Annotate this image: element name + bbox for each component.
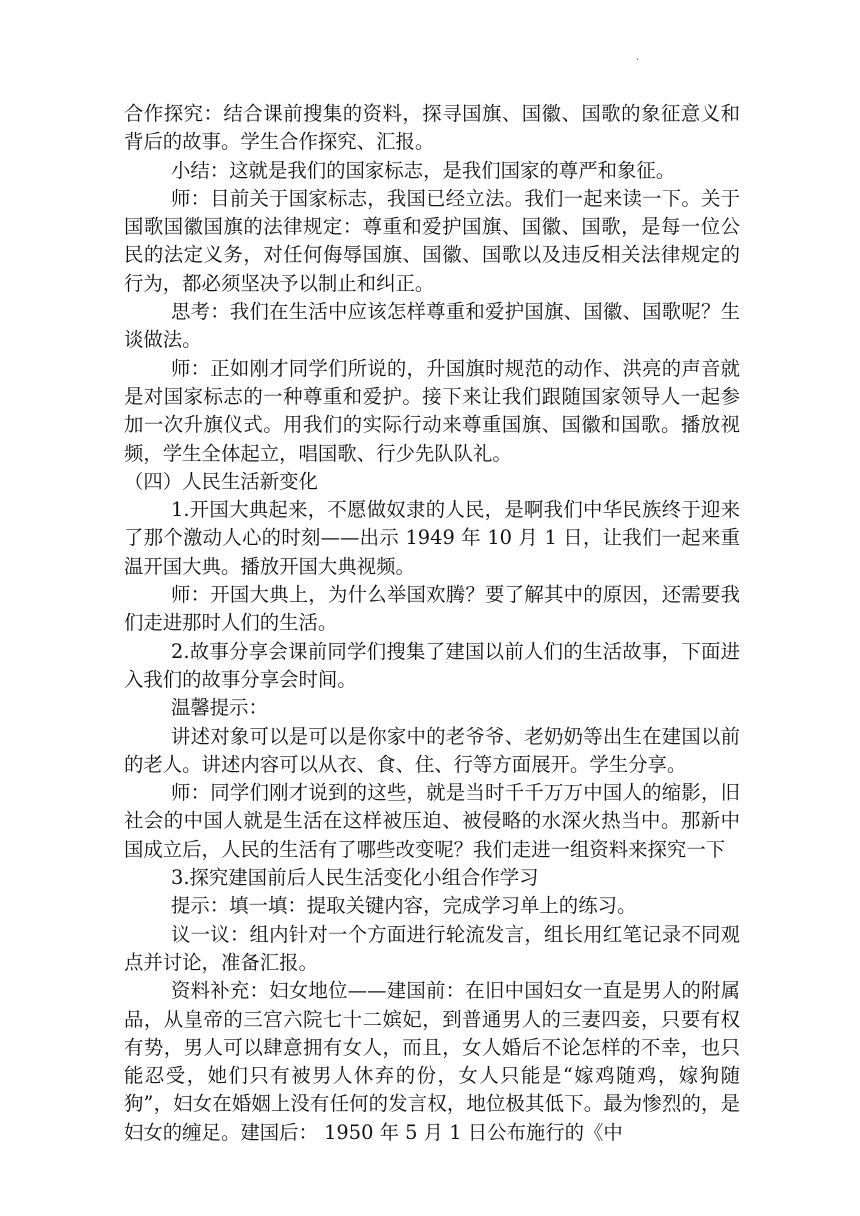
paragraph-tip-content: 讲述对象可以是可以是你家中的老爷爷、老奶奶等出生在建国以前的老人。讲述内容可以从衣、食、住、行等方面展开。学生分享。 (124, 724, 740, 776)
paragraph-tip-label: 温馨提示： (171, 696, 268, 720)
paragraph-discuss: 议一议：组内针对一个方面进行轮流发言，组长用红笔记录不同观点并讨论，准备汇报。 (124, 922, 740, 974)
header-mark: . (636, 52, 640, 63)
paragraph-women-status: 资料补充：妇女地位——建国前：在旧中国妇女一直是男人的附属品，从皇帝的三宫六院七十二嫔妃，到普通男人的三妻四妾，只要有权有势，男人可以肆意拥有女人，而且，女人婚后不论怎样的不幸，也只能忍受，她们只有被男人休弃的份，女人只能是“嫁鸡随鸡，嫁狗随狗”，妇女在婚姻上没有任何的发言权，地位极其低下。最为惨烈的，是妇女的缠足。建国后： 1950 年 5 月 1 日公布施行的《中 (124, 979, 740, 1144)
paragraph-group-study: 3.探究建国前后人民生活变化小组合作学习 (171, 866, 539, 890)
paragraph-why-celebrate: 师：开国大典上，为什么举国欢腾？要了解其中的原因，还需要我们走进那时人们的生活。 (124, 583, 740, 635)
paragraph-flag-ceremony: 师：正如刚才同学们所说的，升国旗时规范的动作、洪亮的声音就是对国家标志的一种尊重和爱护。接下来让我们跟随国家领导人一起参加一次升旗仪式。用我们的实际行动来尊重国旗、国徽和国歌。播放视频，学生全体起立，唱国歌、行少先队队礼。 (124, 356, 740, 465)
document-body (124, 100, 740, 1147)
paragraph-inquiry: 合作探究：结合课前搜集的资料，探寻国旗、国徽、国歌的象征意义和背后的故事。学生合作探究、汇报。 (124, 102, 740, 154)
section-heading: （四）人民生活新变化 (124, 469, 318, 493)
paragraph-law: 师：目前关于国家标志，我国已经立法。我们一起来读一下。关于国歌国徽国旗的法律规定：尊重和爱护国旗、国徽、国歌，是每一位公民的法定义务，对任何侮辱国旗、国徽、国歌以及违反相关法律规定的行为，都必须坚决予以制止和纠正。 (124, 186, 740, 295)
paragraph-old-society: 师：同学们刚才说到的这些，就是当时千千万万中国人的缩影，旧社会的中国人就是生活在这样被压迫、被侵略的水深火热当中。那新中国成立后，人民的生活有了哪些改变呢？我们走进一组资料来探究一下 (124, 781, 740, 861)
paragraph-think: 思考：我们在生活中应该怎样尊重和爱护国旗、国徽、国歌呢？生谈做法。 (124, 300, 740, 352)
paragraph-founding-ceremony: 1.开国大典起来，不愿做奴隶的人民，是啊我们中华民族终于迎来了那个激动人心的时刻——出示 1949 年 10 月 1 日，让我们一起来重温开国大典。播放开国大典视频。 (124, 498, 740, 578)
paragraph-summary: 小结：这就是我们的国家标志，是我们国家的尊严和象征。 (171, 158, 676, 182)
paragraph-fill-in: 提示：填一填：提取关键内容，完成学习单上的练习。 (171, 894, 637, 918)
paragraph-story-share: 2.故事分享会课前同学们搜集了建国以前人们的生活故事，下面进入我们的故事分享会时间。 (124, 639, 740, 691)
